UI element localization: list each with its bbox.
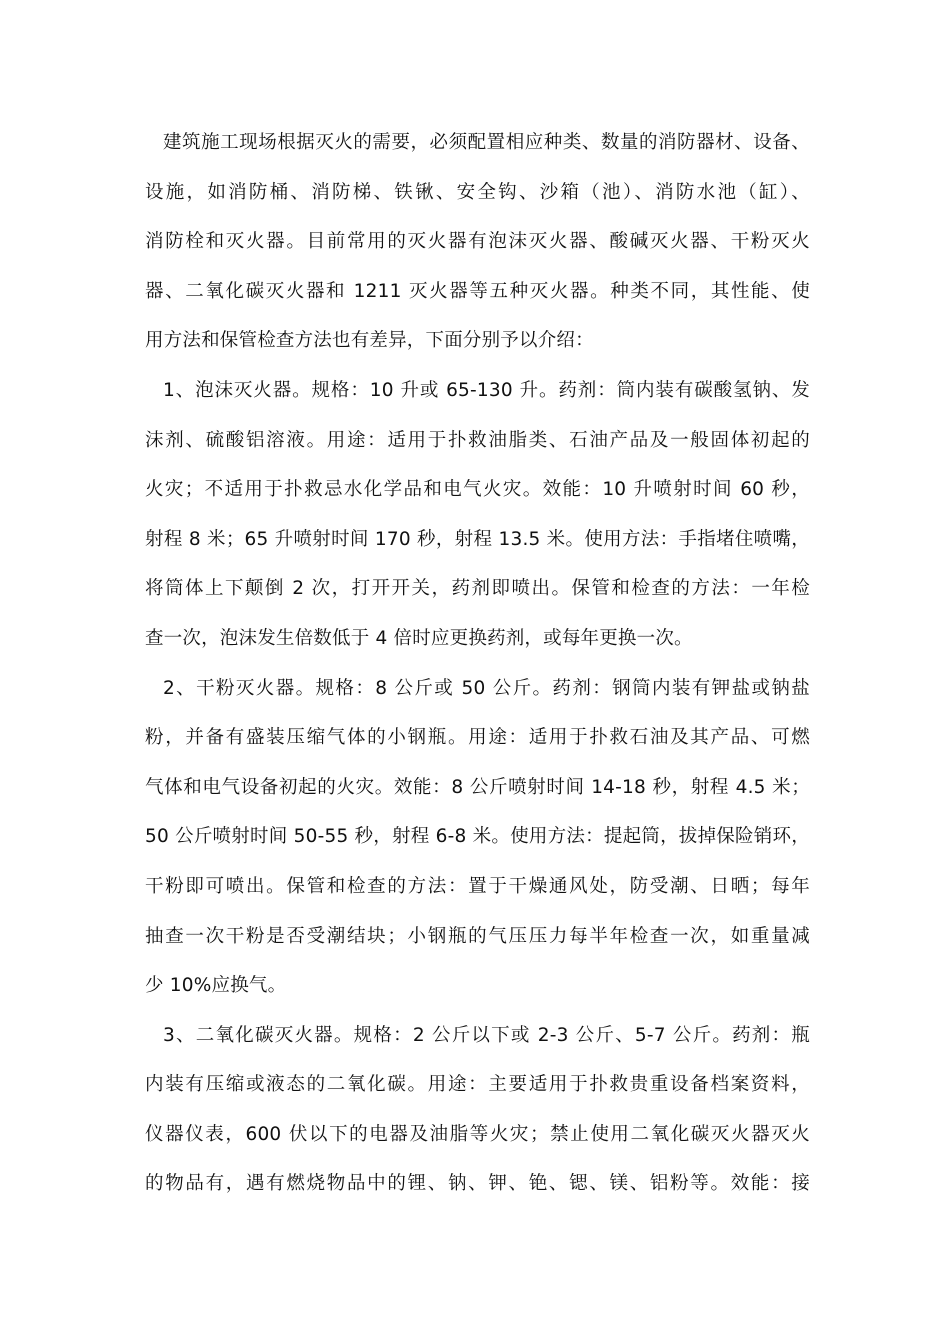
text-line-11: 查一次，泡沫发生倍数低于 4 倍时应更换药剂，或每年更换一次。: [145, 627, 693, 649]
text-line-8: 火灾；不适用于扑救忌水化学品和电气火灾。效能：10 升喷射时间 60 秒，: [145, 479, 810, 501]
text-line-6: 1、泡沫灭火器。规格：10 升或 65-130 升。药剂：筒内装有碳酸氢钠、发: [163, 379, 810, 401]
text-line-21: 仪器仪表，600 伏以下的电器及油脂等火灾；禁止使用二氧化碳灭火器灭火: [145, 1123, 810, 1145]
text-line-22: 的物品有，遇有燃烧物品中的锂、钠、钾、铯、锶、镁、铝粉等。效能：接: [145, 1173, 810, 1195]
text-line-10: 将筒体上下颠倒 2 次，打开开关，药剂即喷出。保管和检查的方法：一年检: [145, 578, 810, 600]
text-line-19: 3、二氧化碳灭火器。规格：2 公斤以下或 2-3 公斤、5-7 公斤。药剂：瓶: [163, 1024, 810, 1046]
text-line-15: 50 公斤喷射时间 50-55 秒，射程 6-8 米。使用方法：提起筒，拔掉保险销环，: [145, 826, 810, 848]
text-line-13: 粉，并备有盛装压缩气体的小钢瓶。用途：适用于扑救石油及其产品、可燃: [145, 727, 810, 749]
text-line-16: 干粉即可喷出。保管和检查的方法：置于干燥通风处，防受潮、日晒；每年: [145, 875, 810, 897]
text-line-17: 抽查一次干粉是否受潮结块；小钢瓶的气压压力每半年检查一次，如重量减: [145, 925, 810, 947]
text-line-7: 沫剂、硫酸铝溶液。用途：适用于扑救油脂类、石油产品及一般固体初起的: [145, 429, 810, 451]
text-line-3: 消防栓和灭火器。目前常用的灭火器有泡沫灭火器、酸碱灭火器、干粉灭火: [145, 231, 810, 253]
text-line-18: 少 10%应换气。: [145, 975, 287, 997]
text-line-14: 气体和电气设备初起的火灾。效能：8 公斤喷射时间 14-18 秒，射程 4.5 米；: [145, 776, 810, 798]
text-line-12: 2、干粉灭火器。规格：8 公斤或 50 公斤。药剂：钢筒内装有钾盐或钠盐: [163, 677, 810, 699]
text-line-2: 设施，如消防桶、消防梯、铁锹、安全钩、沙箱（池）、消防水池（缸）、: [145, 181, 810, 203]
text-line-4: 器、二氧化碳灭火器和 1211 灭火器等五种灭火器。种类不同，其性能、使: [145, 280, 810, 302]
text-line-1: 建筑施工现场根据灭火的需要，必须配置相应种类、数量的消防器材、设备、: [163, 132, 810, 153]
text-line-20: 内装有压缩或液态的二氧化碳。用途：主要适用于扑救贵重设备档案资料，: [145, 1074, 810, 1096]
text-line-9: 射程 8 米；65 升喷射时间 170 秒，射程 13.5 米。使用方法：手指堵住喷嘴，: [145, 528, 810, 550]
text-line-5: 用方法和保管检查方法也有差异，下面分别予以介绍：: [145, 330, 594, 352]
